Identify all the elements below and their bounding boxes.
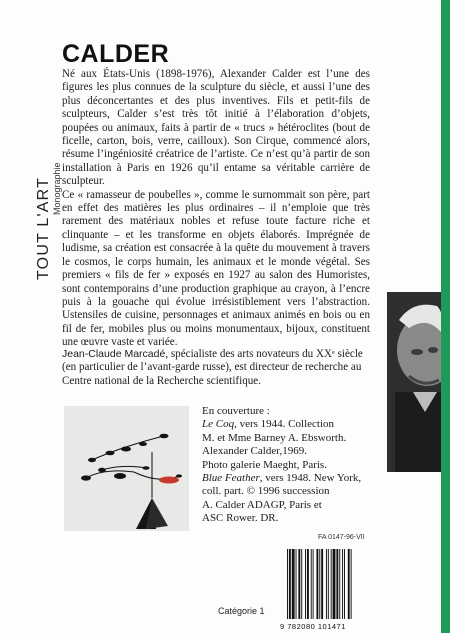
- cover-mobile-image: [64, 406, 189, 531]
- barcode-bar: [342, 549, 343, 619]
- credits-line-4: Photo galerie Maeght, Paris.: [202, 458, 327, 471]
- barcode-bar: [321, 549, 323, 619]
- calder-portrait-photo: [387, 292, 441, 472]
- credits-line-7: A. Calder ADAGP, Paris et: [202, 498, 322, 511]
- credits-line-3: Alexander Calder,1969.: [202, 445, 307, 458]
- barcode-bar: [301, 549, 302, 619]
- credits-line-2: M. et Mme Barney A. Ebsworth.: [202, 431, 347, 444]
- artist-portrait: [387, 292, 441, 472]
- barcode-bar: [313, 549, 314, 619]
- barcode-bars: [285, 549, 380, 621]
- barcode-bar: [344, 549, 345, 619]
- barcode-bar: [331, 549, 332, 619]
- series-subtitle: Monographie: [52, 162, 62, 215]
- description-paragraph-1: Né aux États-Unis (1898-1976), Alexander Calder est l’une des figures les plus connues de la sculpture du siècle, et aussi l’une des plus déconcertantes et des plus inventives. Fils et petit-fils de sculpteurs, Calder s’est très tôt initié à l’élaboration d’objets, poupées ou animaux, faits à partir de « trucs » hétéroclites (bout de ficelle, carton, bois, verre, cailloux). Son Cirque, commencé alors, résume l’ingéniosité créatrice de l’artiste. Ce n’est qu’à partir de son installation à Paris en 1926 qu’il entame sa véritable carrière de sculpteur.: [62, 68, 370, 188]
- cover-credits: [202, 405, 382, 526]
- barcode-bar: [287, 549, 288, 619]
- author-bio: [62, 348, 378, 388]
- barcode-bar: [319, 549, 320, 619]
- barcode-bar: [296, 549, 297, 619]
- credits-line-6: coll. part. © 1996 succession: [202, 485, 330, 498]
- barcode-bar: [348, 549, 350, 619]
- barcode-bar: [311, 549, 312, 619]
- barcode: [285, 549, 380, 621]
- barcode-bar: [339, 549, 340, 619]
- artwork-title-blue-feather: Blue Feather: [202, 472, 260, 485]
- credits-line-1: Le Coq, vers 1944. Collection: [202, 418, 334, 431]
- barcode-bar: [289, 549, 291, 619]
- catalog-code: FA 0147-96-VII: [318, 534, 365, 541]
- credits-heading: En couverture :: [202, 405, 270, 417]
- credits-line-5: Blue Feather, vers 1948. New York,: [202, 472, 362, 485]
- barcode-bar: [316, 549, 318, 619]
- series-label: [35, 92, 62, 280]
- description-paragraph-2: Ce « ramasseur de poubelles », comme le surnommait son père, part en effet des matières les plus ordinaires – il n’emploie que très rarement des matériaux nobles et refuse toute facture riche et clinquante – et les transforme en objets élaborés. Imprégnée de ludisme, sa création est consacrée à la quête du mouvement à travers le cosmos, le corps humain, les animaux et le monde végétal. Ses premiers « fils de fer » exposés en 1927 au salon des Humoristes, sont contemporains d’une production graphique au crayon, à l’encre puis à la gouache qui évolue irrésistiblement vers l’abstraction. Ustensiles de cuisine, personnages et animaux animés en bois ou en fil de fer, mobiles plus ou moins monumentaux, bijoux, constituent une œuvre vaste et variée.: [62, 188, 370, 349]
- barcode-bar: [328, 549, 329, 619]
- barcode-bar: [333, 549, 336, 619]
- credits-line-8: ASC Rower. DR.: [202, 512, 279, 525]
- artwork-title-coq: Le Coq: [202, 418, 235, 431]
- description: [62, 68, 370, 350]
- barcode-bar: [298, 549, 300, 619]
- barcode-bar: [326, 549, 327, 619]
- author-name: Jean-Claude Marcadé: [62, 348, 166, 360]
- barcode-bar: [292, 549, 295, 619]
- author-description: , spécialiste des arts novateurs du XXᵉ siècle (en particulier de l’avant-garde russe), est directeur de recherche au Centre national de la Recherche scientifique.: [62, 348, 363, 387]
- spine-strip: [441, 0, 450, 633]
- barcode-bar: [307, 549, 309, 619]
- barcode-bar: [351, 549, 352, 619]
- barcode-bar: [336, 549, 338, 619]
- price-category: Catégorie 1: [218, 606, 265, 616]
- isbn-number: 9 782080 101471: [280, 622, 346, 631]
- series-name: TOUT L'ART: [35, 176, 52, 280]
- barcode-bar: [305, 549, 306, 619]
- book-title: CALDER: [62, 40, 170, 68]
- calder-mobile-photo: [64, 406, 189, 531]
